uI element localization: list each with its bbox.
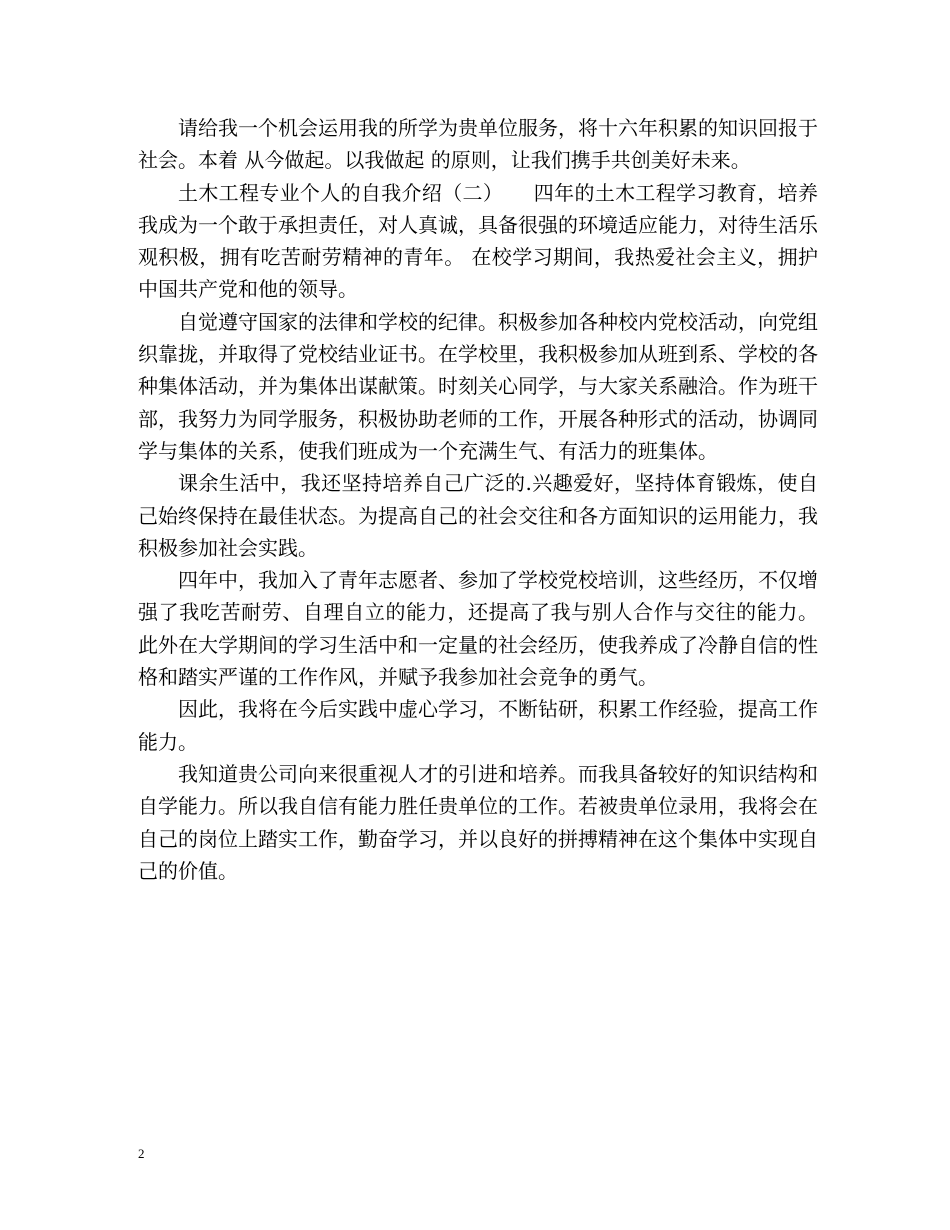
page-number: 2 — [138, 1146, 145, 1161]
paragraph-7: 我知道贵公司向来很重视人才的引进和培养。而我具备较好的知识结构和自学能力。所以我自信有能力胜任贵单位的工作。若被贵单位录用，我将会在自己的岗位上踏实工作，勤奋学习，并以良好的拼搏精神在这个集体中实现自己的价值。 — [138, 761, 818, 883]
paragraph-6: 因此，我将在今后实践中虚心学习，不断钻研，积累工作经验，提高工作能力。 — [138, 697, 818, 754]
paragraph-2: 土木工程专业个人的自我介绍（二） 四年的土木工程学习教育，培养我成为一个敢于承担责任，对人真诚，具备很强的环境适应能力，对待生活乐观积极，拥有吃苦耐劳精神的青年。 在校学习期间，我热爱社会主义，拥护中国共产党和他的领导。 — [138, 180, 818, 302]
paragraph-5: 四年中，我加入了青年志愿者、参加了学校党校培训，这些经历，不仅增强了我吃苦耐劳、自理自立的能力，还提高了我与别人合作与交往的能力。 此外在大学期间的学习生活中和一定量的社会经历，使我养成了冷静自信的性格和踏实严谨的工作作风，并赋予我参加社会竞争的勇气。 — [138, 568, 818, 690]
paragraph-1: 请给我一个机会运用我的所学为贵单位服务，将十六年积累的知识回报于社会。本着 从今做起。以我做起 的原则，让我们携手共创美好未来。 — [138, 116, 818, 173]
paragraph-3: 自觉遵守国家的法律和学校的纪律。积极参加各种校内党校活动，向党组织靠拢，并取得了党校结业证书。在学校里，我积极参加从班到系、学校的各种集体活动，并为集体出谋献策。时刻关心同学，与大家关系融洽。作为班干部，我努力为同学服务，积极协助老师的工作，开展各种形式的活动，协调同学与集体的关系，使我们班成为一个充满生气、有活力的班集体。 — [138, 309, 818, 463]
document-body — [138, 112, 818, 887]
paragraph-4: 课余生活中，我还坚持培养自己广泛的.兴趣爱好，坚持体育锻炼，使自己始终保持在最佳状态。为提高自己的社会交往和各方面知识的运用能力，我积极参加社会实践。 — [138, 471, 818, 560]
